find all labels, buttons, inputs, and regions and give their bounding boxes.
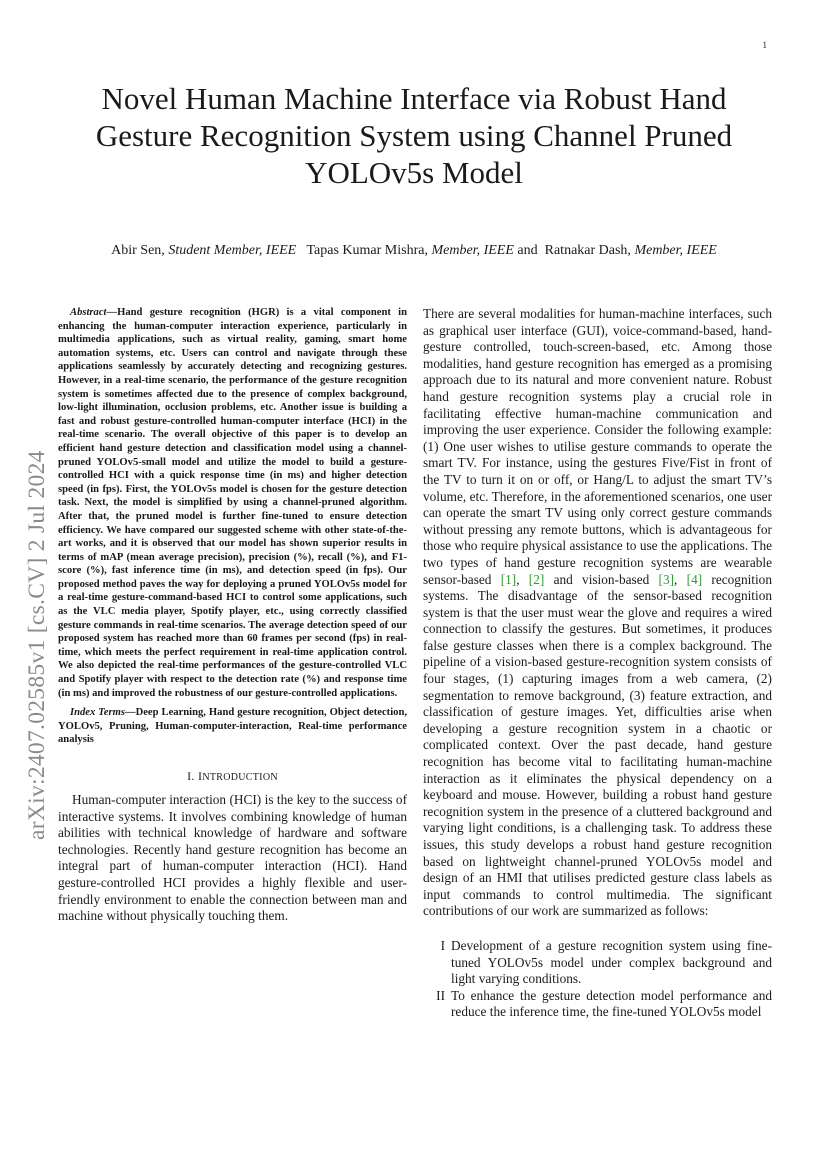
author-membership: Student Member, IEEE — [168, 243, 297, 258]
page-number: 1 — [762, 40, 767, 50]
right-column — [423, 306, 772, 1021]
abstract-label: Abstract — [70, 307, 107, 318]
abstract — [58, 306, 407, 700]
author-membership: Member, IEEE — [634, 243, 717, 258]
intro-text: There are several modalities for human-machine interfaces, such as graphical user interface (GUI), voice-command-based, hand-gesture controlled, touch-screen-based, etc. Among those modalities, hand gesture recognition has emerged as a promising approach due to its natural and more convenient nature. Robust hand gesture recognition systems play a crucial role in facilitating effective human-machine communication and improving the user experience. Consider the following example: (1) One user wishes to utilise gesture commands to operate the smart TV. For instance, using the gestures Five/Fist in front of the TV to turn it on or off, or Hang/L to adjust the smart TV’s volume, etc. Therefore, in the aforementioned scenarios, one user can operate the smart TV using only correct gesture commands without pressing any remote buttons, which is advantageous for those who require physical assistance to use the applications. The two types of hand gesture recognition systems are wearable sensor-based — [423, 306, 772, 587]
citation-link[interactable]: [3] — [658, 571, 675, 587]
list-item-text: To enhance the gesture detection model performance and reduce the inference time, the fine-tuned YOLOv5s model — [451, 987, 772, 1020]
author-name: Abir Sen, — [111, 243, 165, 258]
abstract-text: —Hand gesture recognition (HGR) is a vital component in enhancing the human-computer interaction experience, particularly in multimedia applications, such as virtual reality, gaming, smart home automation systems, etc. Users can control and navigate through these applications seamlessly by accurately detecting and recognizing gestures. However, in a real-time scenario, the performance of the gesture recognition system is sometimes affected due to the presence of complex background, low-light illumination, occlusion problems, etc. Another issue is building a fast and robust gesture-controlled human-computer interface (HCI) in the real-time scenario. The overall objective of this paper is to develop an efficient hand gesture detection and classification model using a channel-pruned YOLOv5-small model and utilize the model to build a gesture-controlled HCI with a quick response time (in ms) and higher detection speed (in fps). First, the YOLOv5s model is chosen for the gesture detection task. Next, the model is simplified by using a channel-pruned algorithm. After that, the pruned model is further fine-tuned to ensure detection efficiency. We have compared our suggested scheme with other state-of-the-art works, and it is observed that our model has shown superior results in terms of mAP (mean average precision), precision (%), recall (%), and F1-score (%), fast inference time (in ms), and detection speed (in fps). Our proposed method paves the way for deploying a pruned YOLOv5s model for a real-time gesture-command-based HCI to control some applications, such as the VLC media player, Spotify player, etc., using correctly classified gesture commands in real-time scenarios. The average detection speed of our proposed system has reached more than 60 frames per second (fps) in real-time, which meets the perfect requirement in real-time application control. We also depicted the real-time performances of the gesture-controlled VLC and Spotify player with respect to the detection rate (%) and response time (in ms) and improved the robustness of our gesture-controlled applications. — [58, 307, 407, 699]
author-line — [40, 243, 788, 259]
list-item-number: II — [436, 987, 445, 1003]
left-column — [58, 306, 407, 925]
arxiv-identifier: arXiv:2407.02585v1 [cs.CV] 2 Jul 2024 — [24, 450, 50, 840]
contributions-list — [423, 938, 772, 1021]
author-name: Ratnakar Dash, — [544, 243, 631, 258]
index-terms-label: Index Terms — [70, 707, 125, 719]
intro-paragraph-continued — [423, 306, 772, 920]
intro-paragraph: Human-computer interaction (HCI) is the key to the success of interactive systems. It involves combining knowledge of human abilities with technical knowledge of hardware and software technologies. Recently hand gesture recognition has become an integral part of human-computer interaction (HCI). Hand gesture-controlled HCI provides a highly flexible and user-friendly environment to enable the connection between man and machine without physically touching them. — [58, 792, 407, 924]
paper-title: Novel Human Machine Interface via Robust Hand Gesture Recognition System using Channel Pruned YOLOv5s Model — [95, 81, 733, 190]
intro-text: recognition systems. The disadvantage of the sensor-based recognition system is that the user must wear the glove and requires a wired connection to classify the gestures. But sometimes, it produces false gesture classes when there is a complex background. The pipeline of a vision-based gesture-recognition system consists of four stages, (1) capturing images from a web camera, (2) segmentation to remove background, (3) feature extraction, and classification of gesture images. Yet, difficulties arise when developing a gesture recognition system in a chaotic or complicated context. Over the past decade, hand gesture recognition has become vital to facilitating human-machine interaction as it eliminates the physical dependency on a keyboard and mouse. However, building a robust hand gesture recognition system in the presence of a cluttered background and varying light conditions, is a challenging task. To address these issues, this study develops a robust hand gesture recognition based on lightweight channel-pruned YOLOv5s model and design of an HMI that utilises predicted gesture class labels as input commands to control multimedia. The significant contributions of our work are summarized as follows: — [423, 571, 772, 919]
list-item — [423, 938, 772, 988]
citation-separator: , — [674, 571, 678, 587]
section-title-initial: I — [198, 769, 203, 783]
list-item — [423, 988, 772, 1021]
section-numeral: I. — [187, 769, 195, 783]
citation-separator: , — [516, 571, 520, 587]
list-item-number: I — [440, 937, 445, 953]
intro-text: and vision-based — [553, 571, 650, 587]
list-item-text: Development of a gesture recognition system using fine-tuned YOLOv5s model under complex background and light varying conditions. — [451, 937, 772, 987]
citation-link[interactable]: [1] — [500, 571, 517, 587]
index-terms — [58, 706, 407, 747]
index-terms-text: —Deep Learning, Hand gesture recognition, Object detection, YOLOv5, Pruning, Human-computer-interaction, Real-time performance analysis — [58, 707, 407, 746]
author-membership: Member, IEEE — [431, 243, 514, 258]
citation-link[interactable]: [2] — [528, 571, 545, 587]
author-conjunction: and — [517, 243, 538, 258]
citation-link[interactable]: [4] — [686, 571, 703, 587]
section-heading — [58, 769, 407, 784]
section-title-rest: NTRODUCTION — [202, 772, 278, 783]
author-name: Tapas Kumar Mishra, — [306, 243, 428, 258]
